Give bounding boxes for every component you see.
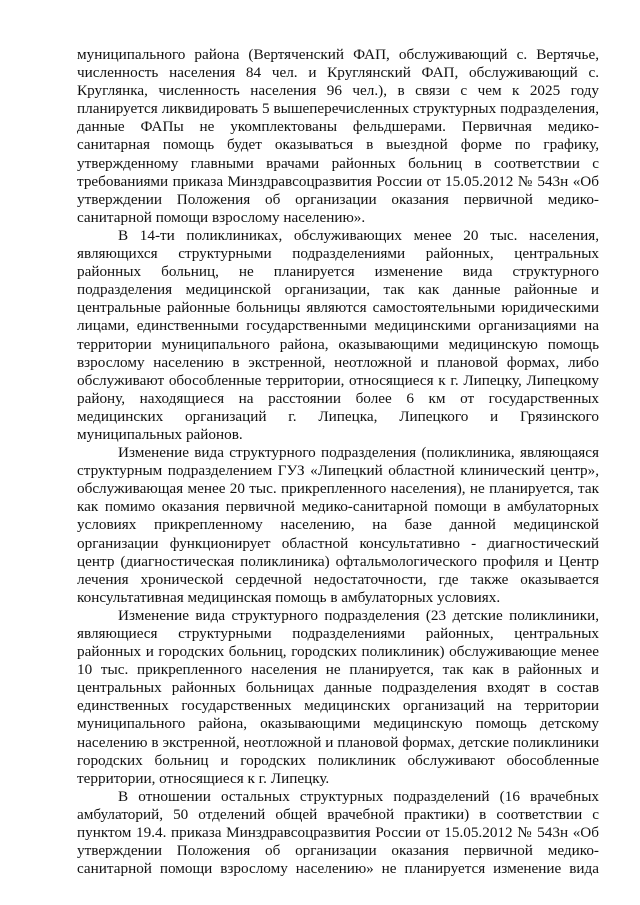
paragraph-1: муниципального района (Вертяченский ФАП, обслуживающий с. Вертячье, численность населения 84 чел. и Круглянский ФАП, обслуживающий с. Круглянка, численность населения 96 чел.), в связи с чем к 2025 году планируется ликвидировать 5 вышеперечисленных структурных подразделения, данные ФАПы не укомплектованы фельдшерами. Первичная медико-санитарная помощь будет оказываться в выездной форме по графику, утвержденному главными врачами районных больниц в соответствии с требованиями приказа Минздравсоцразвития России от 15.05.2012 № 543н «Об утверждении Положения об организации оказания первичной медико-санитарной помощи взрослому населению». (77, 46, 599, 226)
paragraph-4: Изменение вида структурного подразделения (23 детские поликлиники, являющиеся структурными подразделениями районных, центральных районных и городских больниц, городских поликлиник) обслуживающие менее 10 тыс. прикрепленного населения не планируется, так как в районных и центральных районных больницах данные подразделения входят в состав единственных государственных медицинских организаций на территории муниципального района, оказывающими медицинскую помощь детскому населению в экстренной, неотложной и плановой формах, детские поликлиники городских больниц и городских поликлиник обслуживают обособленные территории, относящиеся к г. Липецку. (77, 606, 599, 787)
document-page (77, 46, 599, 878)
paragraph-2: В 14-ти поликлиниках, обслуживающих менее 20 тыс. населения, являющихся структурными подразделениями районных, центральных районных больниц, не планируется изменение вида структурного подразделения медицинской организации, так как данные районные и центральные районные больницы являются самостоятельными юридическими лицами, единственными государственными медицинскими организациями на территории муниципального района, оказывающими медицинскую помощь взрослому населению в экстренной, неотложной и плановой формах, либо обслуживают обособленные территории, относящиеся к г. Липецку, Липецкому району, находящиеся на расстоянии более 6 км от государственных медицинских организаций г. Липецка, Липецкого и Грязинского муниципальных районов. (77, 226, 599, 443)
paragraph-5: В отношении остальных структурных подразделений (16 врачебных амбулаторий, 50 отделений общей врачебной практики) в соответствии с пунктом 19.4. приказа Минздравсоцразвития России от 15.05.2012 № 543н «Об утверждении Положения об организации оказания первичной медико-санитарной помощи взрослому населению» не планируется изменение вида (77, 787, 599, 878)
paragraph-3: Изменение вида структурного подразделения (поликлиника, являющаяся структурным подразделением ГУЗ «Липецкий областной клинический центр», обслуживающая менее 20 тыс. прикрепленного населения), не планируется, так как помимо оказания первичной медико-санитарной помощи в амбулаторных условиях прикрепленному населению, на базе данной медицинской организации функционирует областной консультативно - диагностический центр (диагностическая поликлиника) офтальмологического профиля и Центр лечения хронической сердечной недостаточности, где также оказывается консультативная медицинская помощь в амбулаторных условиях. (77, 444, 599, 606)
